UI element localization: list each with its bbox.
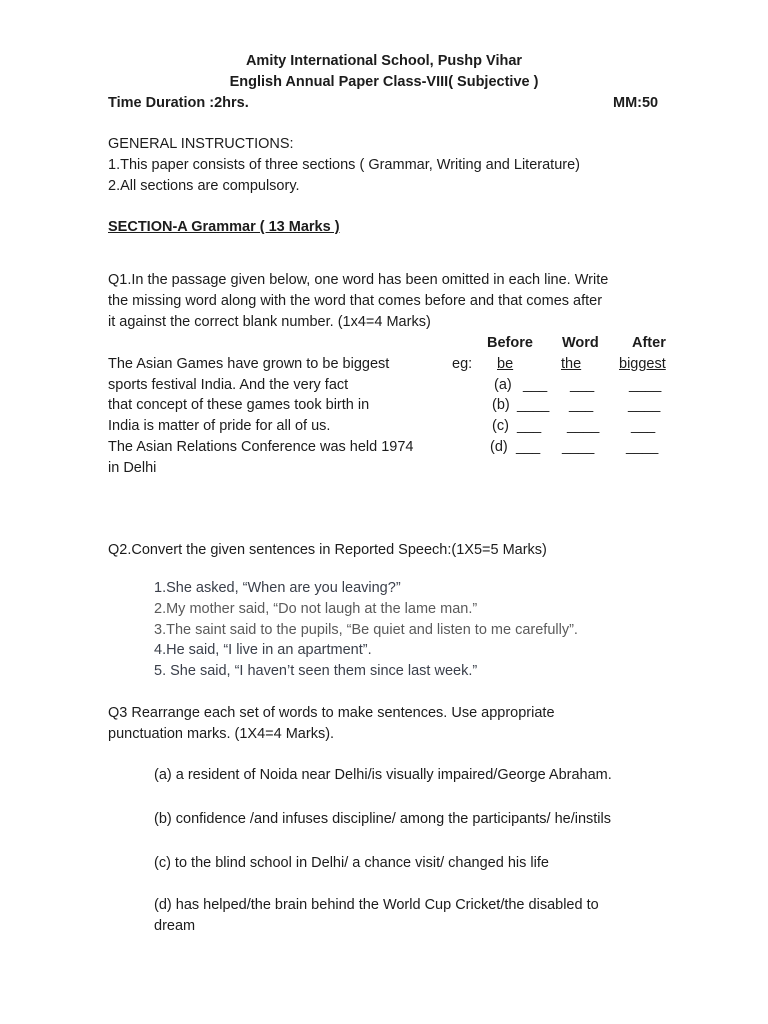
passage-line: The Asian Games have grown to be biggest	[108, 356, 390, 372]
q2-item: 4.He said, “I live in an apartment”.	[154, 642, 372, 658]
col-header-after: After	[632, 335, 666, 351]
blank-after: ____	[628, 397, 661, 413]
passage-line: that concept of these games took birth in	[108, 397, 370, 413]
blank-after: ____	[629, 377, 662, 393]
q3-item: (c) to the blind school in Delhi/ a chance visit/ changed his life	[154, 855, 549, 871]
passage-line: The Asian Relations Conference was held 1974	[108, 439, 414, 455]
blank-word: ____	[562, 439, 595, 455]
q2-item: 2.My mother said, “Do not laugh at the lame man.”	[154, 601, 478, 617]
school-name: Amity International School, Pushp Vihar	[245, 53, 523, 69]
blank-before: ___	[523, 377, 548, 393]
q2-item: 5. She said, “I haven’t seen them since last week.”	[154, 663, 478, 679]
blank-before: ____	[517, 397, 550, 413]
col-header-before: Before	[487, 335, 533, 351]
example-before: be	[497, 356, 514, 372]
instructions-heading: GENERAL INSTRUCTIONS:	[108, 136, 294, 152]
blank-after: ___	[631, 418, 656, 434]
blank-before: ___	[517, 418, 542, 434]
blank-after: ____	[626, 439, 659, 455]
max-marks: MM:50	[613, 95, 659, 111]
q2-item: 3.The saint said to the pupils, “Be quiet and listen to me carefully”.	[154, 622, 578, 638]
instruction-item: 2.All sections are compulsory.	[108, 178, 300, 194]
blank-label: (b)	[492, 397, 510, 413]
example-word: the	[561, 356, 582, 372]
paper-title: English Annual Paper Class-VIII( Subjective )	[229, 74, 539, 90]
q3-item: (a) a resident of Noida near Delhi/is visually impaired/George Abraham.	[154, 767, 612, 783]
blank-label: (d)	[490, 439, 508, 455]
blank-label: (c)	[492, 418, 509, 434]
q3-item: (d) has helped/the brain behind the World Cup Cricket/the disabled to	[154, 897, 599, 913]
instruction-item: 1.This paper consists of three sections ( Grammar, Writing and Literature)	[108, 157, 580, 173]
example-after: biggest	[619, 356, 666, 372]
q3-item: (b) confidence /and infuses discipline/ among the participants/ he/instils	[154, 811, 612, 827]
q2-heading: Q2.Convert the given sentences in Reported Speech:(1X5=5 Marks)	[108, 542, 547, 558]
time-duration: Time Duration :2hrs.	[108, 95, 249, 111]
q3-line: Q3 Rearrange each set of words to make sentences. Use appropriate	[108, 705, 555, 721]
q1-line: the missing word along with the word that comes before and that comes after	[108, 293, 603, 309]
q3-item-continued: dream	[154, 918, 196, 934]
q3-line: punctuation marks. (1X4=4 Marks).	[108, 726, 335, 742]
passage-line: in Delhi	[108, 460, 157, 476]
col-header-word: Word	[562, 335, 599, 351]
section-a-heading: SECTION-A Grammar ( 13 Marks )	[108, 219, 340, 235]
q1-line: Q1.In the passage given below, one word has been omitted in each line. Write	[108, 272, 609, 288]
passage-line: India is matter of pride for all of us.	[108, 418, 331, 434]
blank-label: (a)	[494, 377, 512, 393]
q2-item: 1.She asked, “When are you leaving?”	[154, 580, 401, 596]
blank-word: ____	[567, 418, 600, 434]
blank-word: ___	[570, 377, 595, 393]
blank-word: ___	[569, 397, 594, 413]
example-label: eg:	[452, 356, 473, 372]
q1-line: it against the correct blank number. (1x4=4 Marks)	[108, 314, 431, 330]
passage-line: sports festival India. And the very fact	[108, 377, 349, 393]
blank-before: ___	[516, 439, 541, 455]
